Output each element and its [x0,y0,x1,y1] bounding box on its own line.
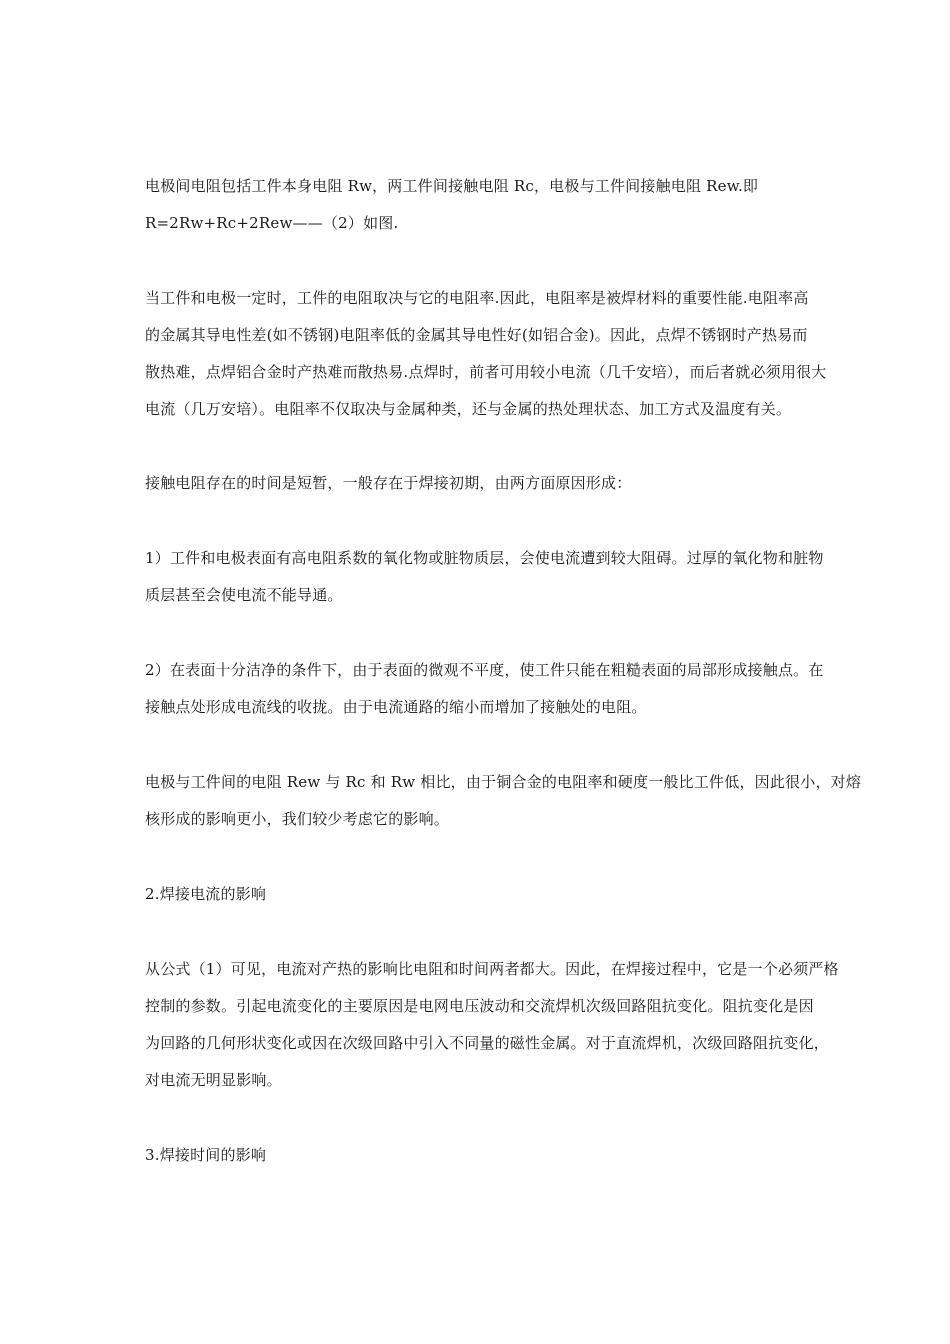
text-line: 对电流无明显影响。 [145,1071,282,1089]
text-line: 从公式（1）可见，电流对产热的影响比电阻和时间两者都大。因此，在焊接过程中，它是一个必须严格 [145,960,839,978]
paragraph-resistivity [145,280,827,428]
paragraph-contact-resistance-duration [145,465,815,502]
section-heading-welding-time [145,1137,815,1174]
text-line: 1）工件和电极表面有高电阻系数的氧化物或脏物质层，会使电流遭到较大阻碍。过厚的氧化物和脏物 [145,549,824,567]
paragraph-reason-2 [145,652,824,726]
text-line: 电极间电阻包括工件本身电阻 Rw，两工件间接触电阻 Rc，电极与工件间接触电阻 Rew.即 [145,177,759,195]
paragraph-contact-resistance-formula [145,168,815,242]
text-line: R=2Rw+Rc+2Rew——（2）如图. [145,214,399,232]
paragraph-welding-current [145,951,839,1099]
text-line: 的金属其导电性差(如不锈钢)电阻率低的金属其导电性好(如铝合金)。因此，点焊不锈钢时产热易而 [145,326,808,344]
text-line: 2.焊接电流的影响 [145,885,267,903]
text-line: 接触电阻存在的时间是短暂，一般存在于焊接初期，由两方面原因形成： [145,474,632,492]
text-line: 电流（几万安培）。电阻率不仅取决与金属种类，还与金属的热处理状态、加工方式及温度有关。 [145,400,792,418]
paragraph-reason-1 [145,540,824,614]
text-line: 3.焊接时间的影响 [145,1146,267,1164]
text-line: 电极与工件间的电阻 Rew 与 Rc 和 Rw 相比，由于铜合金的电阻率和硬度一般比工件低，因此很小，对熔 [145,773,862,791]
text-line: 当工件和电极一定时，工件的电阻取决与它的电阻率.因此，电阻率是被焊材料的重要性能.电阻率高 [145,289,809,307]
text-line: 控制的参数。引起电流变化的主要原因是电网电压波动和交流焊机次级回路阻抗变化。阻抗变化是因 [145,997,814,1015]
text-line: 核形成的影响更小，我们较少考虑它的影响。 [145,810,450,828]
text-line: 散热难，点焊铝合金时产热难而散热易.点焊时，前者可用较小电流（几千安培），而后者就必须用很大 [145,363,827,381]
text-line: 为回路的几何形状变化或因在次级回路中引入不同量的磁性金属。对于直流焊机，次级回路阻抗变化， [145,1034,830,1052]
section-heading-welding-current [145,876,815,913]
text-line: 接触点处形成电流线的收拢。由于电流通路的缩小而增加了接触处的电阻。 [145,698,647,716]
text-line: 2）在表面十分洁净的条件下，由于表面的微观不平度，使工件只能在粗糙表面的局部形成接触点。在 [145,661,824,679]
paragraph-electrode-resistance [145,764,862,838]
text-line: 质层甚至会使电流不能导通。 [145,586,343,604]
